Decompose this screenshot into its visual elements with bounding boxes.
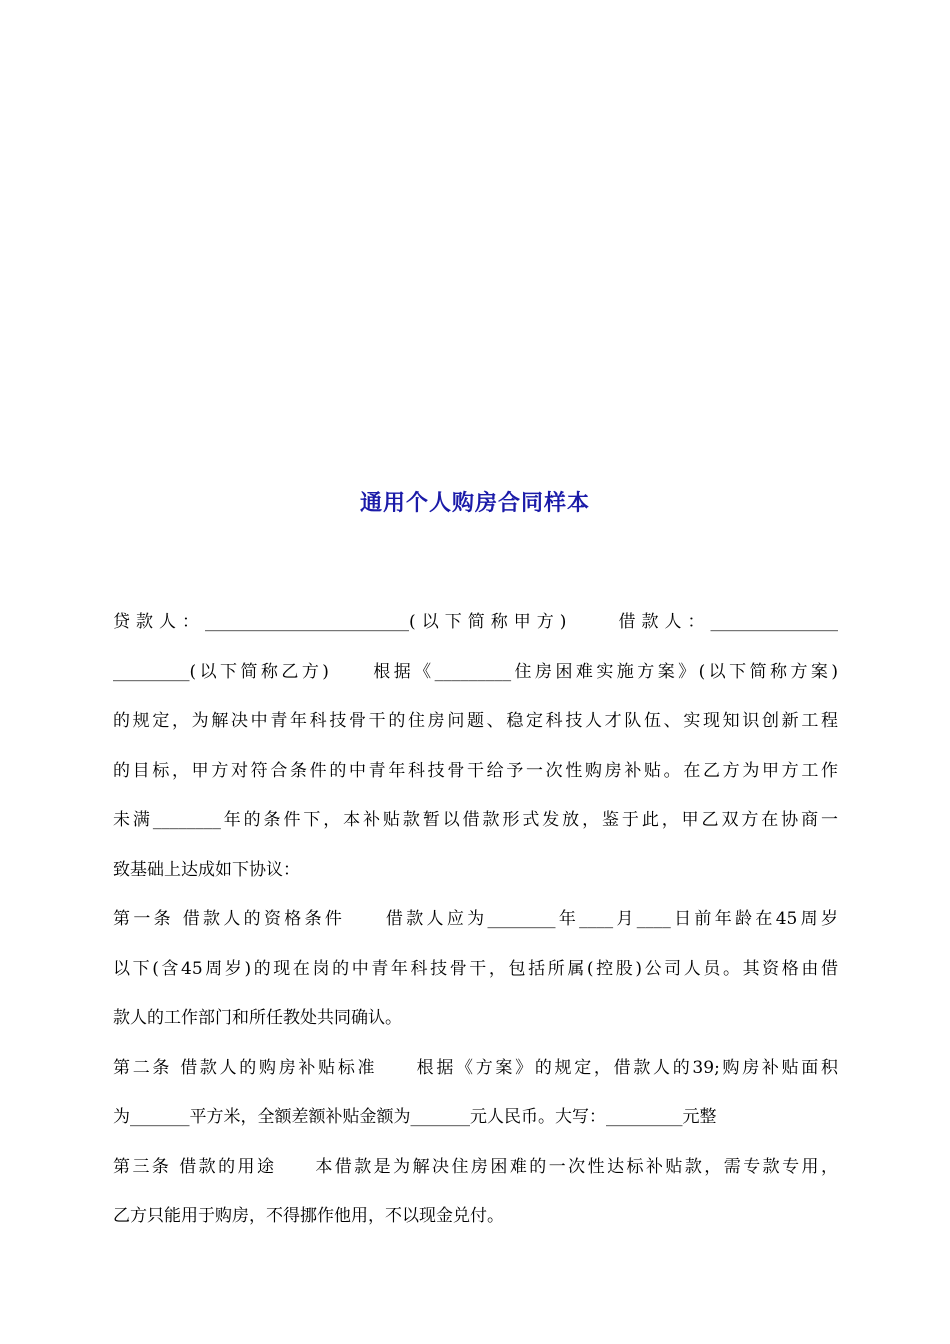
body-line: 致基础上达成如下协议：: [113, 859, 300, 880]
body-line: 款人的工作部门和所任教处共同确认。: [113, 1008, 402, 1028]
body-line: 未满________年的条件下，本补贴款暂以借款形式发放，鉴于此，甲乙双方在协商一: [113, 810, 838, 830]
body-line: 的规定，为解决中青年科技骨干的住房问题、稳定科技人才队伍、实现知识创新工程: [113, 711, 838, 731]
document-body: [113, 598, 838, 1242]
article-3-heading-line: 第三条 借款的用途 本借款是为解决住房困难的一次性达标补贴款，需专款专用，: [113, 1156, 838, 1177]
body-line: _________(以下简称乙方) 根据《_________住房困难实施方案》(以下简称方案): [113, 661, 838, 682]
body-line: 乙方只能用于购房，不得挪作他用，不以现金兑付。: [113, 1206, 504, 1226]
body-line: 贷款人：________________________(以下简称甲方) 借款人：_______________: [113, 612, 838, 632]
body-line: 以下(含45周岁)的现在岗的中青年科技骨干，包括所属(控股)公司人员。其资格由借: [113, 958, 838, 979]
article-2-heading-line: 第二条 借款人的购房补贴标准 根据《方案》的规定，借款人的39;购房补贴面积: [113, 1057, 838, 1078]
document-title: 通用个人购房合同样本: [359, 491, 590, 516]
article-1-heading-line: 第一条 借款人的资格条件 借款人应为________年____月____日前年龄在45周岁: [113, 909, 838, 929]
body-line: 为_______平方米，全额差额补贴金额为_______元人民币。大写：_________元整: [113, 1107, 717, 1127]
body-line: 的目标，甲方对符合条件的中青年科技骨干给予一次性购房补贴。在乙方为甲方工作: [113, 760, 838, 781]
